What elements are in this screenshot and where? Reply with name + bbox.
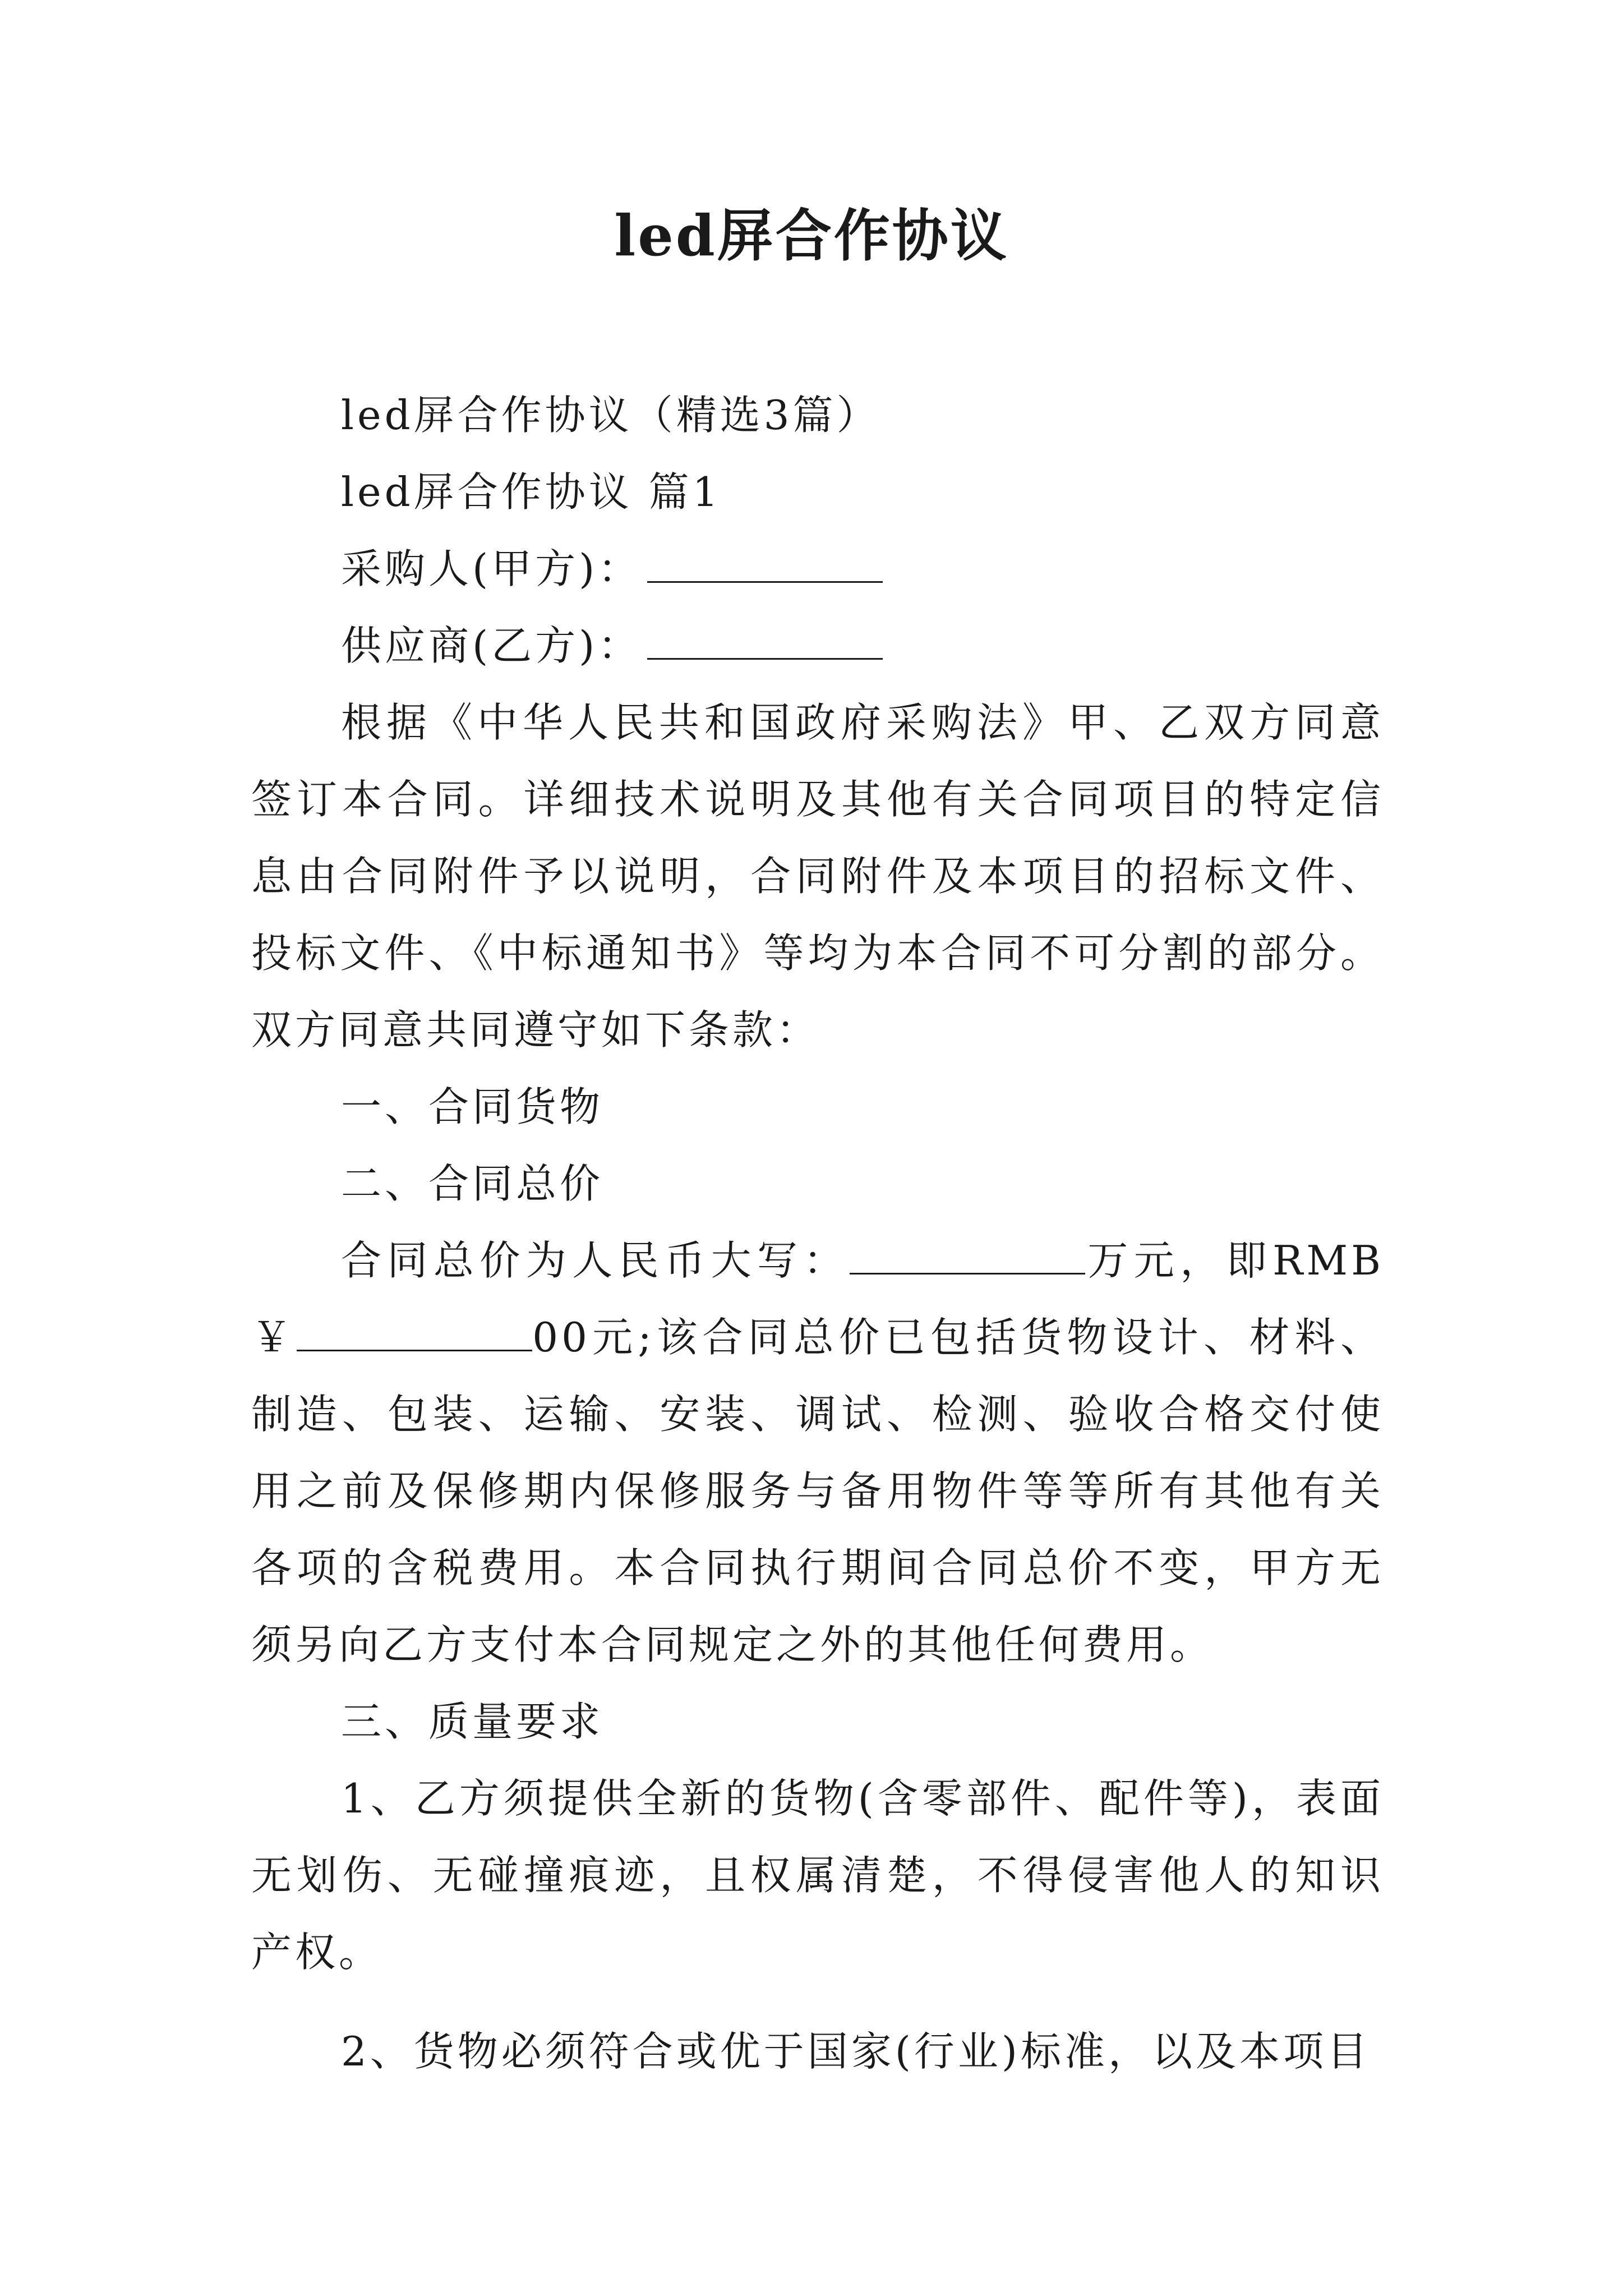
subtitle: led屏合作协议（精选3篇） [341,392,880,439]
section-1-heading: 一、合同货物 [341,1083,604,1130]
quality-item-2: 2、货物必须符合或优于国家(行业)标准，以及本项目 [341,2028,1371,2075]
party-b-label: 供应商(乙方)： [341,622,642,669]
price-blank-words [850,1239,1085,1274]
section-2-heading: 二、合同总价 [341,1160,604,1207]
party-b-line [251,608,1384,684]
quality-item-1: 1、乙方须提供全新的货物(含零部件、配件等)，表面无划伤、无碰撞痕迹，且权属清楚，不得侵害他人的知识产权。 [251,1775,1384,1976]
section-3-heading: 三、质量要求 [341,1698,604,1745]
document-body [251,377,1384,2090]
party-a-blank [647,541,883,583]
price-paragraph [251,1222,1384,1683]
price-text-3: 00元;该合同总价已包括货物设计、材料、制造、包装、运输、安装、调试、检测、验收合格交付使用之前及保修期内保修服务与备用物件等等所有其他有关各项的含税费用。本合同执行期间合同总价不变，甲方无须另向乙方支付本合同规定之外的其他任何费用。 [251,1314,1384,1668]
price-text-1: 合同总价为人民币大写： [341,1237,850,1284]
part-heading: led屏合作协议 篇1 [341,468,722,516]
document-title: led屏合作协议 [614,203,1009,269]
price-blank-number [297,1316,532,1351]
intro-paragraph: 根据《中华人民共和国政府采购法》甲、乙双方同意签订本合同。详细技术说明及其他有关合同项目的特定信息由合同附件予以说明，合同附件及本项目的招标文件、投标文件、《中标通知书》等均为本合同不可分割的部分。双方同意共同遵守如下条款： [251,699,1384,1053]
price-text-2: 万元，即RMB ￥ [251,1237,1384,1361]
party-a-line [251,531,1384,608]
party-a-label: 采购人(甲方)： [341,545,642,592]
party-b-blank [647,618,883,660]
